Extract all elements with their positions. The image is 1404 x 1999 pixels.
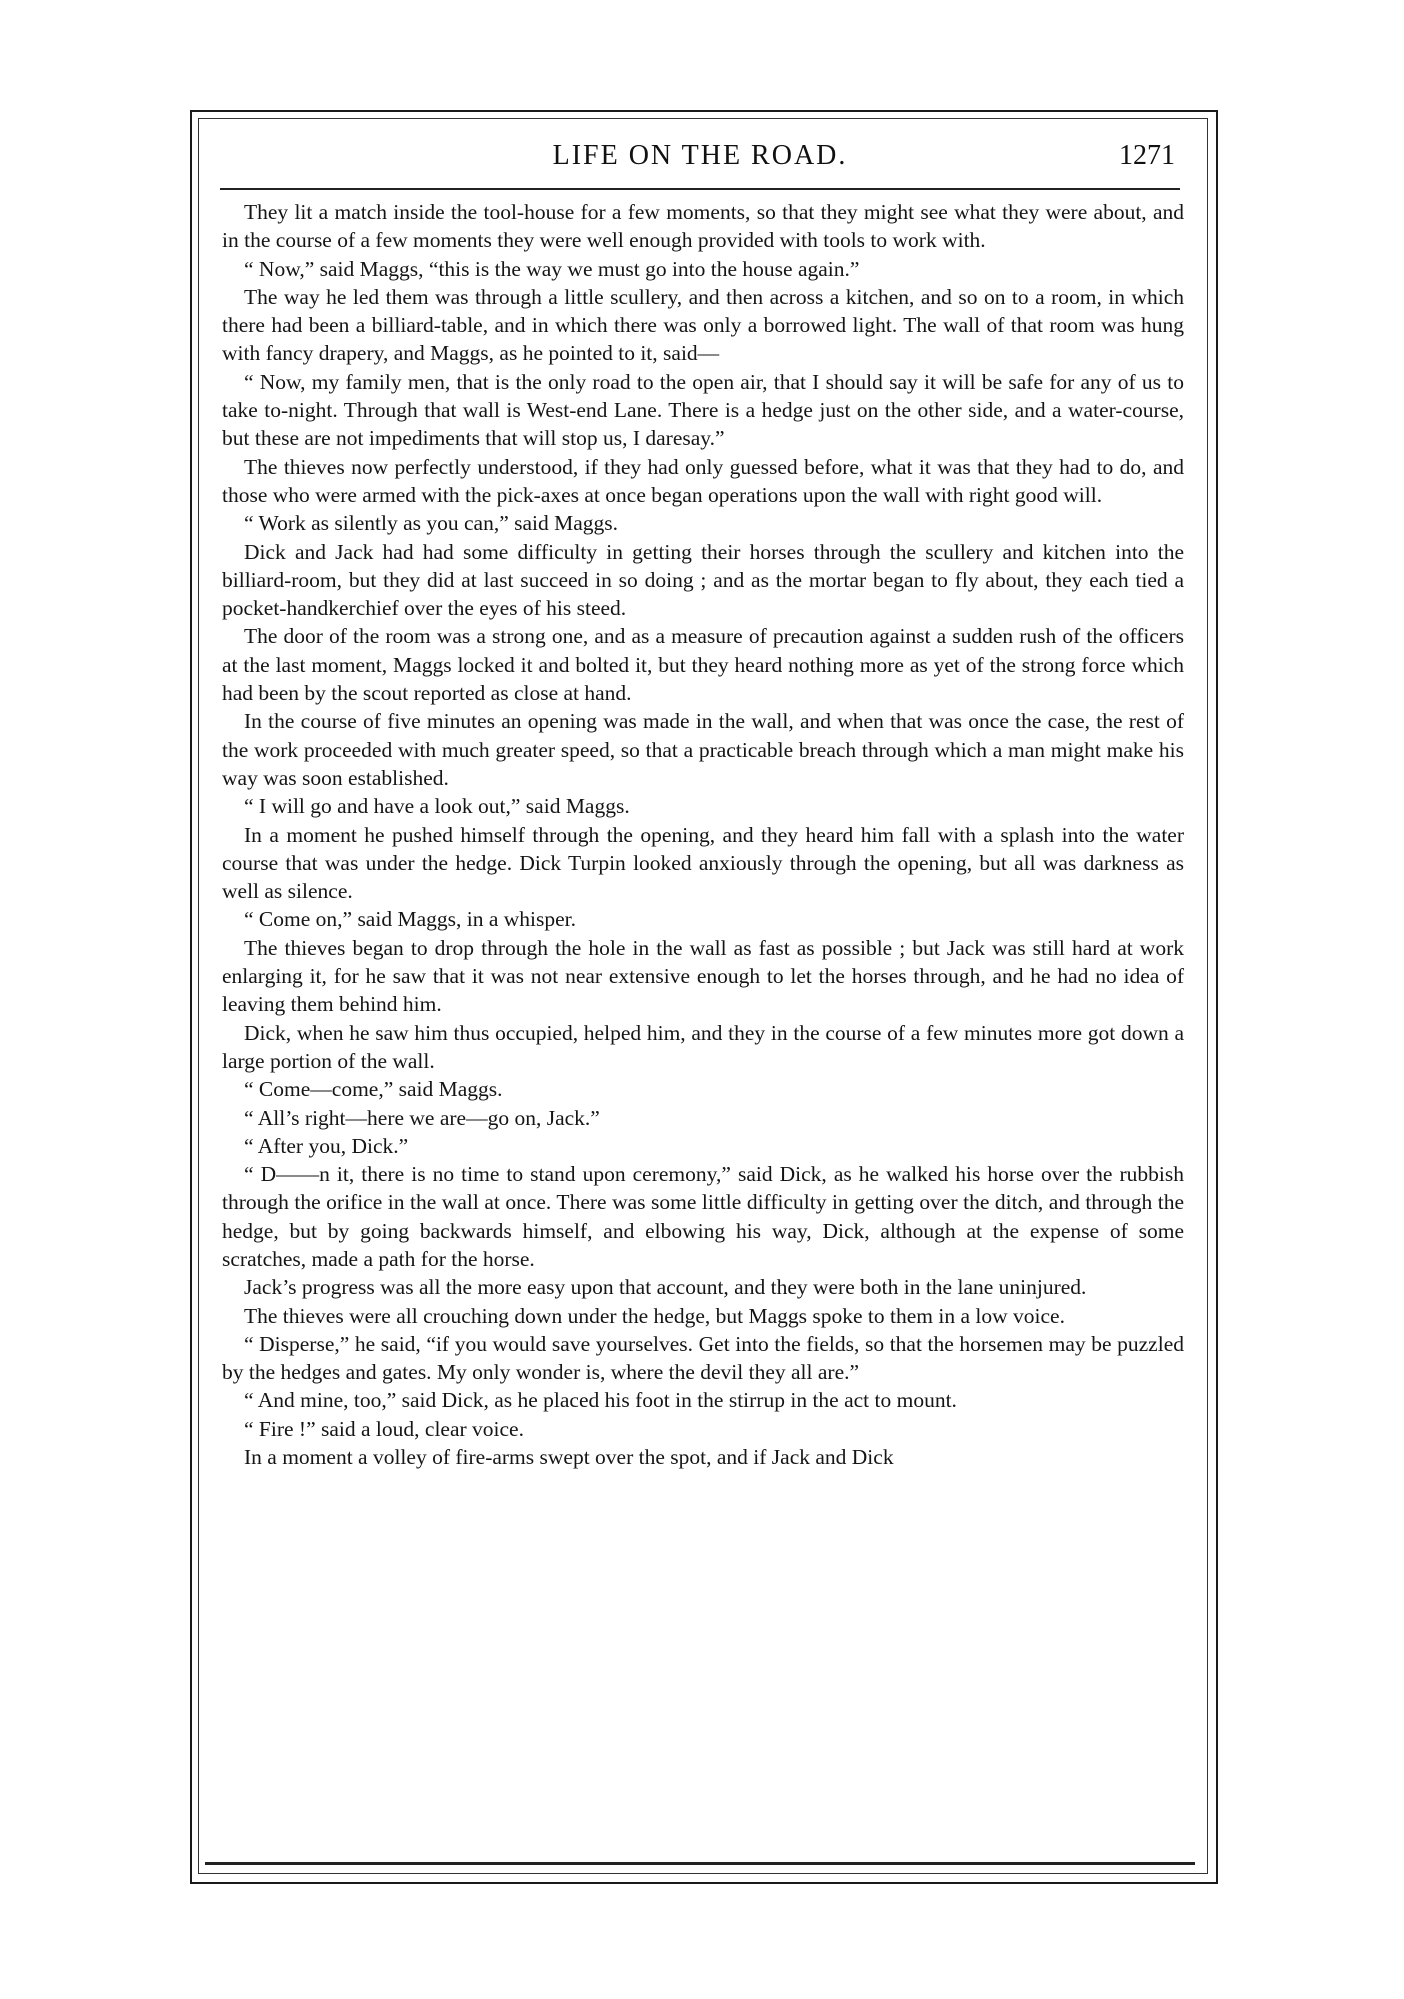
paragraph: “ Work as silently as you can,” said Maggs. [244, 511, 619, 536]
paragraph: The thieves now perfectly understood, if they had only guessed before, what it was that they had to do, and those who were armed with the pick-axes at once began operations upon the wall with right good will. [222, 454, 1184, 507]
header-rule [220, 188, 1180, 190]
paragraph: “ All’s right—here we are—go on, Jack.” [244, 1105, 600, 1130]
paragraph: The thieves were all crouching down under the hedge, but Maggs spoke to them in a low voice. [244, 1303, 1065, 1328]
paragraph: The door of the room was a strong one, and as a measure of precaution against a sudden rush of the officers at the last moment, Maggs locked it and bolted it, but they heard nothing more as yet of the strong force which had been by the scout reported as close at hand. [222, 624, 1184, 706]
footer-rule [205, 1862, 1195, 1865]
paragraph: “ Now, my family men, that is the only road to the open air, that I should say it will be safe for any of us to take to-night. Through that wall is West-end Lane. There is a hedge just on the other side, and a water-course, but these are not impediments that will stop us, I daresay.” [222, 369, 1184, 451]
page-header [205, 140, 1195, 180]
paragraph: In the course of five minutes an opening was made in the wall, and when that was once the case, the rest of the work proceeded with much greater speed, so that a practicable breach through which a man might make his way was soon established. [222, 709, 1184, 790]
paragraph: “ After you, Dick.” [244, 1133, 409, 1158]
paragraph: “ I will go and have a look out,” said Maggs. [244, 794, 630, 819]
paragraph: Dick, when he saw him thus occupied, helped him, and they in the course of a few minutes more got down a large portion of the wall. [222, 1020, 1184, 1073]
paragraph: “ Come—come,” said Maggs. [244, 1077, 503, 1102]
paragraph: “ Fire !” said a loud, clear voice. [244, 1416, 524, 1441]
paragraph: The thieves began to drop through the hole in the wall as fast as possible ; but Jack was still hard at work enlarging it, for he saw that it was not near extensive enough to let the horses through, and he had no idea of leaving them behind him. [222, 935, 1184, 1017]
paragraph: They lit a match inside the tool-house for a few moments, so that they might see what they were about, and in the course of a few moments they were well enough provided with tools to work with. [222, 200, 1184, 253]
paragraph: In a moment a volley of fire-arms swept over the spot, and if Jack and Dick [244, 1445, 894, 1470]
paragraph: Dick and Jack had had some difficulty in getting their horses through the scullery and kitchen into the billiard-room, but they did at last succeed in so doing ; and as the mortar began to fly about, they each tied a pocket-handkerchief over the eyes of his steed. [222, 539, 1184, 621]
paragraph: The way he led them was through a little scullery, and then across a kitchen, and so on to a room, in which there had been a billiard-table, and in which there was only a borrowed light. The wall of that room was hung with fancy drapery, and Maggs, as he pointed to it, said— [222, 284, 1184, 366]
paragraph: In a moment he pushed himself through the opening, and they heard him fall with a splash into the water course that was under the hedge. Dick Turpin looked anxiously through the opening, but all was darkness as well as silence. [222, 822, 1184, 904]
paragraph: “ Come on,” said Maggs, in a whisper. [244, 907, 577, 932]
paragraph: “ Now,” said Maggs, “this is the way we must go into the house again.” [244, 256, 860, 281]
paragraph: “ And mine, too,” said Dick, as he placed his foot in the stirrup in the act to mount. [244, 1388, 957, 1413]
page-number: 1271 [1119, 140, 1175, 171]
body-text [222, 198, 1184, 1471]
running-title: LIFE ON THE ROAD. [552, 140, 848, 171]
paragraph: “ D——n it, there is no time to stand upon ceremony,” said Dick, as he walked his horse over the rubbish through the orifice in the wall at once. There was some little difficulty in getting over the ditch, and through the hedge, but by going backwards himself, and elbowing his way, Dick, although at the expense of some scratches, made a path for the horse. [222, 1162, 1184, 1271]
paragraph: Jack’s progress was all the more easy upon that account, and they were both in the lane uninjured. [244, 1275, 1087, 1300]
paragraph: “ Disperse,” he said, “if you would save yourselves. Get into the fields, so that the horsemen may be puzzled by the hedges and gates. My only wonder is, where the devil they all are.” [222, 1331, 1184, 1385]
